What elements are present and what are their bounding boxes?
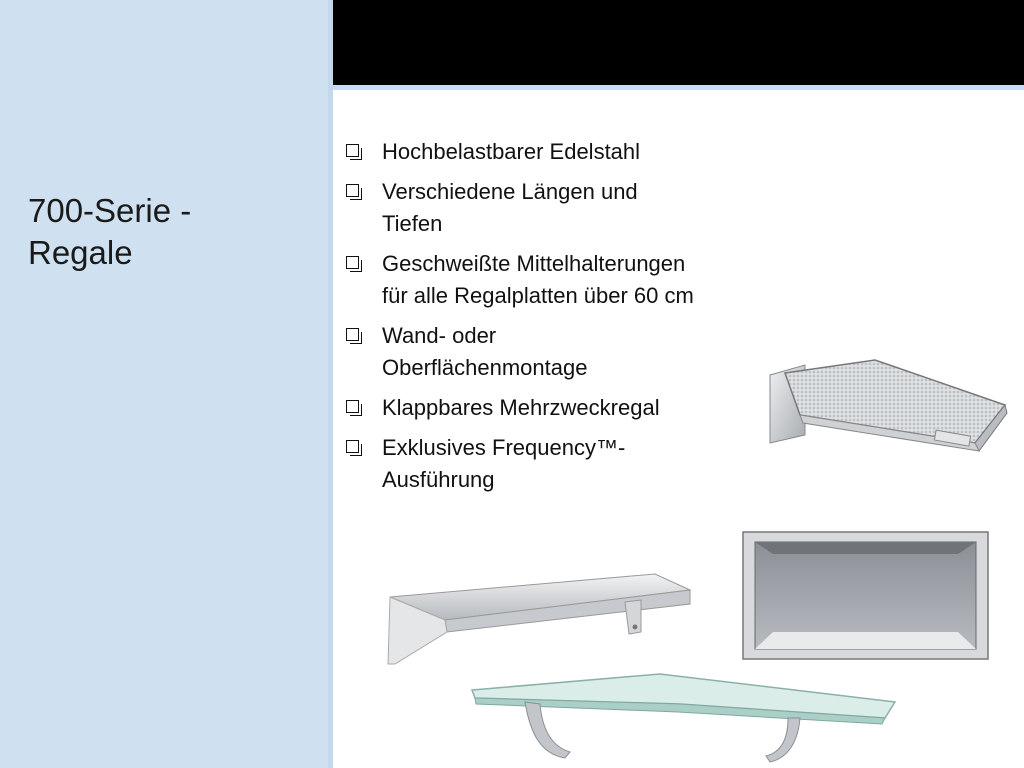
bullet-line: Exklusives Frequency™- [382,435,626,460]
checkbox-bullet-icon [346,440,359,453]
list-item [344,320,774,384]
bullet-line: Wand- oder [382,323,497,348]
checkbox-bullet-icon [346,328,359,341]
slide-title-line1: 700-Serie - [28,192,192,229]
bullet-line: Verschiedene Längen und [382,179,638,204]
slide-title [28,190,318,274]
bullet-line: Oberflächenmontage [382,355,588,380]
list-item [344,432,774,496]
checkbox-bullet-icon [346,400,359,413]
checkbox-bullet-icon [346,144,359,157]
bullet-line: Klappbares Mehrzweckregal [382,395,660,420]
list-item [344,136,774,168]
list-item [344,176,774,240]
header-divider [333,85,1024,90]
bullet-line: Hochbelastbarer Edelstahl [382,139,641,164]
sidebar-panel [0,0,333,768]
feature-list [344,136,774,504]
checkbox-bullet-icon [346,256,359,269]
header-bar [333,0,1024,85]
glass-shelf-image [470,672,898,764]
bracket-shelf-image [385,572,695,667]
list-item [344,248,774,312]
bullet-line: Tiefen [382,211,443,236]
list-item [344,392,774,424]
bullet-line: für alle Regalplatten über 60 cm [382,283,694,308]
checkbox-bullet-icon [346,184,359,197]
bullet-line: Geschweißte Mittelhalterungen [382,251,686,276]
slide-title-line2: Regale [28,234,133,271]
recessed-shelf-image [743,532,988,659]
bullet-line: Ausführung [382,467,495,492]
folding-shelf-image [765,355,1010,455]
